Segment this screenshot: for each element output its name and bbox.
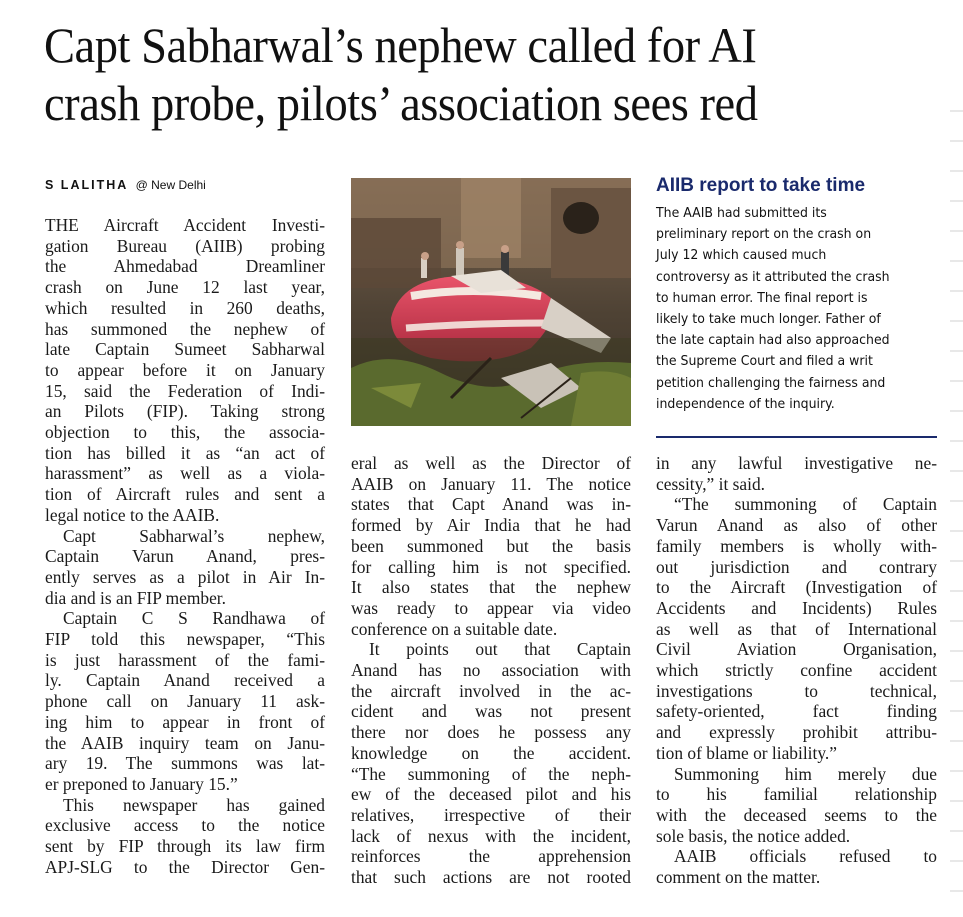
article-line: ly. Captain Anand received a [45,670,325,691]
article-line: there nor does he possess any [351,722,631,743]
article-line: comment on the matter. [656,867,821,888]
article-line: gation Bureau (AIIB) probing [45,235,325,256]
article-line: crash on June 12 last year, [45,277,325,298]
article-line: phone call on January 11 ask- [45,691,325,712]
sidebar-line: to human error. The final report is [656,289,868,306]
article-line: tion of Aircraft rules and sent a [45,484,325,505]
article-line: cessity,” it said. [656,473,765,494]
article-line: states that Capt Anand was in- [351,494,631,515]
sidebar-line: July 12 which caused much [656,247,827,264]
headline-line-2: crash probe, pilots’ association sees red [44,75,758,131]
article-line: is just harassment of the fami- [45,649,325,670]
headline-line-1: Capt Sabharwal’s nephew called for AI [44,17,757,73]
sidebar-divider [656,436,937,438]
sidebar-line: the late captain had also approached [656,332,890,349]
article-line: Anand has no association with [351,660,631,681]
article-line: ew of the deceased pilot and his [351,784,631,805]
article-line: 15, said the Federation of Indi- [45,380,325,401]
article-line: which strictly confine accident [656,660,937,681]
article-line: that such actions are not rooted [351,867,631,888]
article-line: conference on a suitable date. [351,618,558,639]
sidebar-line: preliminary report on the crash on [656,226,872,243]
article-line: an Pilots (FIP). Taking strong [45,401,325,422]
article-line: the Ahmedabad Dreamliner [45,256,325,277]
article-line: Varun Anand as also of other [656,515,937,536]
article-line: harassment” as well as a viola- [45,463,325,484]
sidebar-title: AIIB report to take time [656,175,866,196]
article-line: the aircraft involved in the ac- [351,680,631,701]
article-line: legal notice to the AAIB. [45,504,220,525]
article-line: tion of blame or liability.” [656,742,837,763]
article-line: Civil Aviation Organisation, [656,639,937,660]
article-line: Summoning him merely due [674,763,937,784]
sidebar-body [656,203,937,415]
article-line: was ready to appear via video [351,597,631,618]
article-line: in any lawful investigative ne- [656,453,937,473]
article-line: AAIB on January 11. The notice [351,473,631,494]
article-line: It also states that the nephew [351,577,631,598]
article-line: lack of nexus with the incident, [351,825,631,846]
article-line: This newspaper has gained [63,794,325,815]
article-line: “The summoning of the neph- [351,763,631,784]
article-line: cident and was not present [351,701,631,722]
article-line: out jurisdiction and contrary [656,556,937,577]
article-line: sole basis, the notice added. [656,825,851,846]
byline [45,178,206,192]
sidebar-box [656,175,937,428]
article-line: to appear before it on January [45,359,325,380]
article-line: reinforces the apprehension [351,846,631,867]
byline-author: S LALITHA [45,178,129,192]
article-line: ary 19. The summons was lat- [45,753,325,774]
article-line: knowledge on the accident. [351,742,631,763]
article-line: which resulted in 260 deaths, [45,297,325,318]
crash-wreckage-photo [351,178,631,426]
article-line: APJ-SLG to the Director Gen- [45,856,325,877]
article-line: late Captain Sumeet Sabharwal [45,339,325,360]
article-line: to his familial relationship [656,784,937,805]
article-column-1 [45,215,325,878]
article-line: er preponed to January 15.” [45,773,238,794]
article-line: ently serves as a pilot in Air In- [45,566,325,587]
article-line: objection to this, the associa- [45,422,325,443]
article-line: as well as that of International [656,618,937,639]
sidebar-line: the Supreme Court and filed a writ [656,353,873,370]
sidebar-line: petition challenging the fairness and [656,374,886,391]
article-column-2 [351,453,631,888]
sidebar-line: The AAIB had submitted its [656,205,827,221]
article-line: dia and is an FIP member. [45,587,226,608]
article-line: for calling him is not specified. [351,556,631,577]
sidebar-line: controversy as it attributed the crash [656,268,890,285]
article-line: the AAIB inquiry team on Janu- [45,732,325,753]
article-column-3 [656,453,937,888]
article-line: to the Aircraft (Investigation of [656,577,937,598]
article-line: FIP told this newspaper, “This [45,629,325,650]
headline [44,16,881,132]
sidebar-line: independence of the inquiry. [656,395,835,412]
article-line: with the deceased seems to the [656,804,937,825]
article-line: Capt Sabharwal’s nephew, [63,525,325,546]
article-line: safety-oriented, fact finding [656,701,937,722]
article-line: exclusive access to the notice [45,815,325,836]
article-line: Captain C S Randhawa of [63,608,325,629]
article-line: AAIB officials refused to [674,846,937,867]
article-line: Accidents and Incidents) Rules [656,597,937,618]
article-line: investigations to technical, [656,680,937,701]
photo-illustration [351,178,631,426]
article-line: “The summoning of Captain [674,494,937,515]
article-line: tion has billed it as “an act of [45,442,325,463]
article-line: and expressly prohibit attribu- [656,722,937,743]
adjacent-page-edge [950,100,963,917]
article-line: family members is wholly with- [656,535,937,556]
article-line: ing him to appear in front of [45,711,325,732]
article-line: Captain Varun Anand, pres- [45,546,325,567]
article-line: been summoned but the basis [351,535,631,556]
article-line: eral as well as the Director of [351,453,631,473]
article-line: THE Aircraft Accident Investi- [45,215,325,235]
byline-dateline: @ New Delhi [135,178,206,192]
article-line: relatives, irrespective of their [351,804,631,825]
article-line: sent by FIP through its law firm [45,836,325,857]
article-line: has summoned the nephew of [45,318,325,339]
article-line: formed by Air India that he had [351,515,631,536]
sidebar-line: likely to take much longer. Father of [656,311,881,328]
article-line: It points out that Captain [369,639,631,660]
